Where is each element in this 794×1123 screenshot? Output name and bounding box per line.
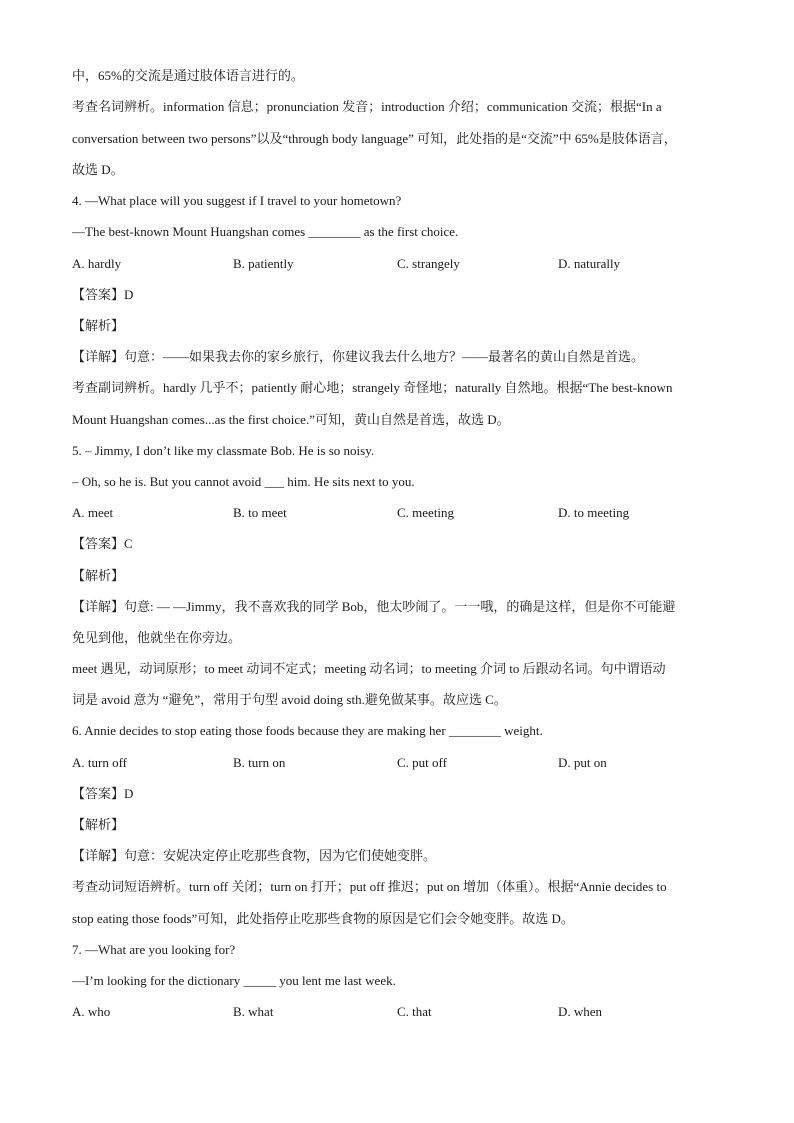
option-a: A. hardly	[72, 256, 122, 271]
option-c: C. that	[397, 1004, 432, 1019]
explanation-text: meet 遇见，动词原形；to meet 动词不定式；meeting 动名词；to meeting 介词 to 后跟动名词。句中谓语动	[72, 661, 666, 676]
analysis-label: 【解析】	[72, 318, 125, 333]
option-d: D. to meeting	[558, 505, 630, 520]
option-d: D. when	[558, 1004, 603, 1019]
question-stem: 4. —What place will you suggest if I travel to your hometown?	[72, 193, 402, 208]
detail-text: 【详解】句意：安妮决定停止吃那些食物，因为它们使她变胖。	[72, 848, 437, 863]
option-a: A. meet	[72, 505, 114, 520]
question-stem: 5. – Jimmy, I don’t like my classmate Bob. He is so noisy.	[72, 443, 375, 458]
answer-label: 【答案】D	[72, 786, 134, 801]
answer-label: 【答案】C	[72, 536, 133, 551]
explanation-text: 词是 avoid 意为 “避免”，常用于句型 avoid doing sth.避免做某事。故应选 C。	[72, 692, 507, 707]
option-c: C. put off	[397, 755, 447, 770]
analysis-label: 【解析】	[72, 817, 125, 832]
question-stem: 6. Annie decides to stop eating those foods because they are making her ________ weight.	[72, 723, 543, 738]
option-a: A. turn off	[72, 755, 128, 770]
text-line: 故选 D。	[72, 162, 124, 177]
text-line: conversation between two persons”以及“through body language” 可知，此处指的是“交流”中 65%是肢体语言，	[72, 131, 677, 146]
option-a: A. who	[72, 1004, 111, 1019]
explanation-text: 考查动词短语辨析。turn off 关闭；turn on 打开；put off 推迟；put on 增加（体重）。根据“Annie decides to	[72, 879, 667, 894]
question-stem-reply: – Oh, so he is. But you cannot avoid ___ him. He sits next to you.	[72, 474, 415, 489]
option-b: B. to meet	[233, 505, 287, 520]
option-b: B. turn on	[233, 755, 286, 770]
answer-label: 【答案】D	[72, 287, 134, 302]
question-stem-reply: —The best-known Mount Huangshan comes ________ as the first choice.	[72, 224, 459, 239]
option-c: C. strangely	[397, 256, 460, 271]
explanation-text: Mount Huangshan comes...as the first choice.”可知，黄山自然是首选，故选 D。	[72, 412, 510, 427]
text-line: 中，65%的交流是通过肢体语言进行的。	[72, 68, 304, 83]
option-b: B. what	[233, 1004, 274, 1019]
option-c: C. meeting	[397, 505, 455, 520]
question-stem-reply: —I’m looking for the dictionary _____ you lent me last week.	[72, 973, 396, 988]
detail-text: 【详解】句意: — —Jimmy，我不喜欢我的同学 Bob，他太吵闹了。一一哦，的确是这样，但是你不可能避	[72, 599, 676, 614]
option-d: D. naturally	[558, 256, 621, 271]
explanation-text: stop eating those foods”可知，此处指停止吃那些食物的原因是它们会令她变胖。故选 D。	[72, 911, 574, 926]
detail-text: 【详解】句意：——如果我去你的家乡旅行，你建议我去什么地方？——最著名的黄山自然是首选。	[72, 349, 645, 364]
option-d: D. put on	[558, 755, 607, 770]
detail-text: 免见到他，他就坐在你旁边。	[72, 630, 242, 645]
question-stem: 7. —What are you looking for?	[72, 942, 236, 957]
option-b: B. patiently	[233, 256, 294, 271]
text-line: 考查名词辨析。information 信息；pronunciation 发音；introduction 介绍；communication 交流；根据“In a	[72, 99, 662, 114]
explanation-text: 考查副词辨析。hardly 几乎不；patiently 耐心地；strangely 奇怪地；naturally 自然地。根据“The best-known	[72, 380, 673, 395]
analysis-label: 【解析】	[72, 568, 125, 583]
